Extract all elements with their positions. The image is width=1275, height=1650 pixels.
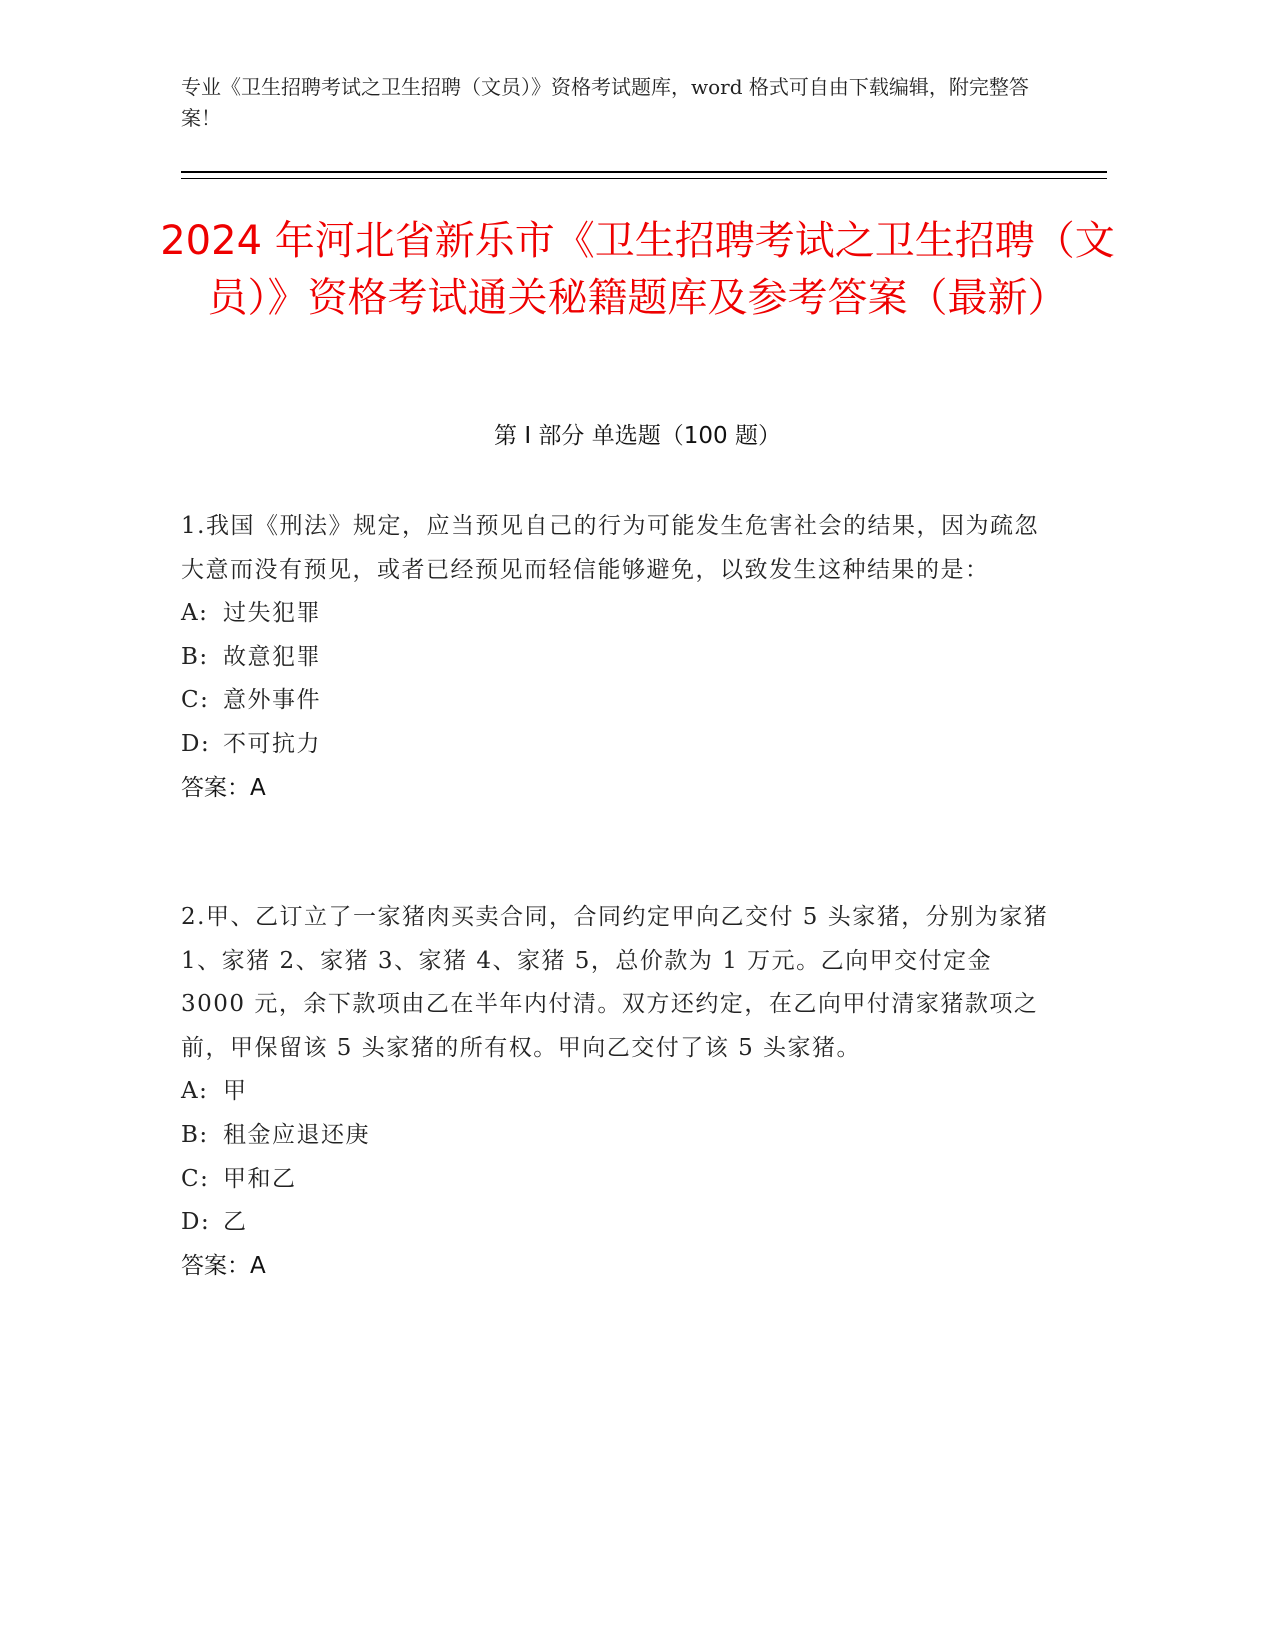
option-text: 甲 (223, 1078, 248, 1105)
option-b (181, 1114, 1051, 1158)
option-text: 不可抗力 (223, 730, 321, 757)
option-c (181, 679, 1051, 723)
question-1 (181, 505, 1051, 810)
option-letter: B: (181, 1121, 209, 1148)
header-divider-thin (181, 178, 1107, 179)
option-text: 乙 (223, 1209, 248, 1236)
option-letter: A: (181, 600, 209, 627)
option-text: 甲和乙 (223, 1165, 297, 1192)
option-c (181, 1158, 1051, 1202)
option-a (181, 1070, 1051, 1114)
answer-line: 答案：A (181, 1252, 266, 1279)
option-text: 过失犯罪 (223, 600, 321, 627)
option-d (181, 1201, 1051, 1245)
option-letter: D: (181, 730, 211, 757)
option-letter: C: (181, 687, 210, 714)
option-letter: B: (181, 643, 209, 670)
section-heading: 第 I 部分 单选题（100 题） (494, 423, 781, 449)
option-letter: C: (181, 1165, 210, 1192)
option-text: 故意犯罪 (223, 643, 321, 670)
option-b (181, 636, 1051, 680)
document-header-note: 专业《卫生招聘考试之卫生招聘（文员）》资格考试题库，word 格式可自由下载编辑，附完整答案！ (181, 75, 1029, 130)
option-text: 意外事件 (223, 687, 321, 714)
option-d (181, 723, 1051, 767)
question-stem: 1.我国《刑法》规定，应当预见自己的行为可能发生危害社会的结果，因为疏忽大意而没有预见，或者已经预见而轻信能够避免，以致发生这种结果的是： (181, 513, 1039, 583)
option-letter: D: (181, 1209, 211, 1236)
question-2 (181, 896, 1051, 1288)
option-a (181, 592, 1051, 636)
header-divider-thick (181, 171, 1107, 173)
option-text: 租金应退还庚 (223, 1121, 370, 1148)
document-title: 2024 年河北省新乐市《卫生招聘考试之卫生招聘（文员）》资格考试通关秘籍题库及参考答案（最新） (160, 218, 1115, 321)
question-stem: 2.甲、乙订立了一家猪肉买卖合同，合同约定甲向乙交付 5 头家猪，分别为家猪 1、家猪 2、家猪 3、家猪 4、家猪 5，总价款为 1 万元。乙向甲交付定金 3000 元，余下款项由乙在半年内付清。双方还约定，在乙向甲付清家猪款项之前，甲保留该 5 头家猪的所有权。甲向乙交付了该 5 头家猪。 (181, 904, 1049, 1061)
option-letter: A: (181, 1078, 209, 1105)
answer-line: 答案：A (181, 774, 266, 801)
